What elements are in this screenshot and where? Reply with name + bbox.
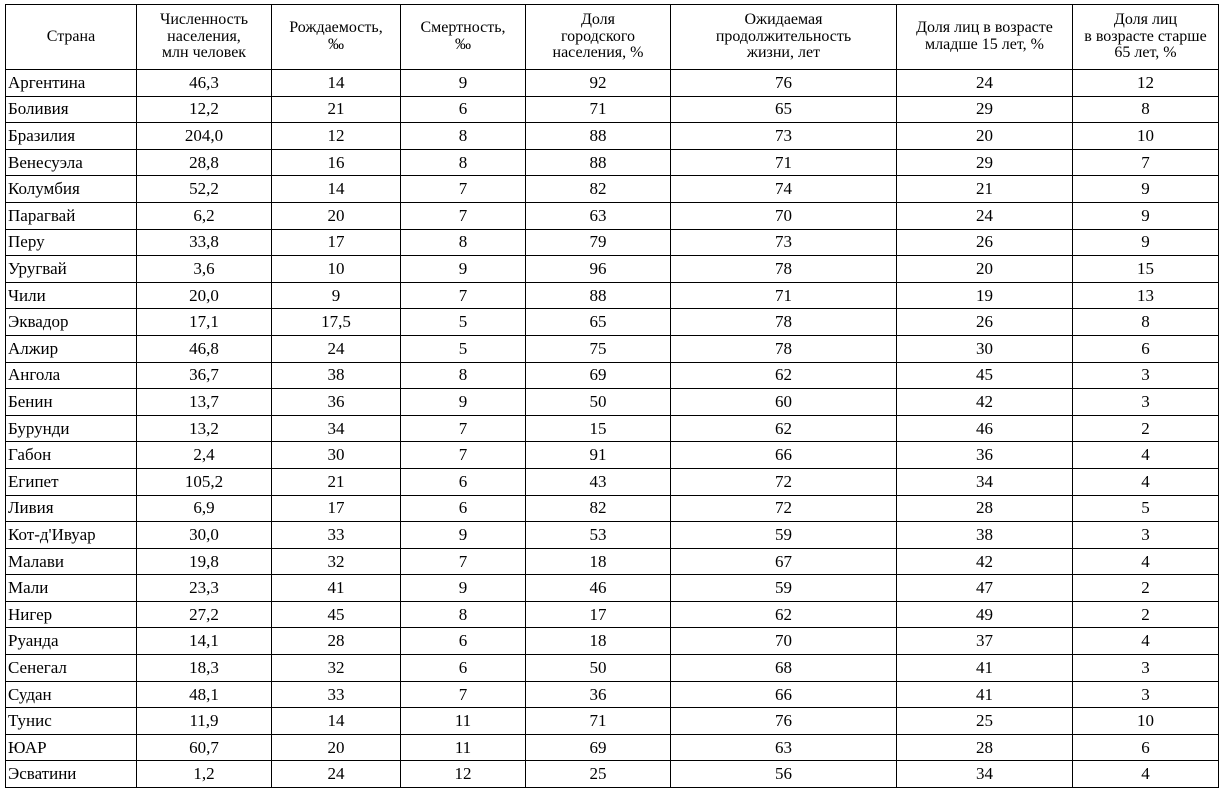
value-cell: 4 bbox=[1073, 761, 1219, 788]
value-cell: 73 bbox=[671, 229, 897, 256]
value-cell: 6,2 bbox=[137, 202, 272, 229]
country-cell: Египет bbox=[6, 468, 137, 495]
value-cell: 10 bbox=[1073, 708, 1219, 735]
value-cell: 10 bbox=[272, 256, 401, 283]
value-cell: 37 bbox=[897, 628, 1073, 655]
column-header-line: Страна bbox=[46, 27, 96, 45]
value-cell: 24 bbox=[272, 761, 401, 788]
value-cell: 59 bbox=[671, 522, 897, 549]
value-cell: 8 bbox=[401, 149, 526, 176]
value-cell: 2,4 bbox=[137, 442, 272, 469]
country-cell: Алжир bbox=[6, 335, 137, 362]
table-row bbox=[6, 522, 1219, 549]
country-cell: Нигер bbox=[6, 601, 137, 628]
table-row bbox=[6, 309, 1219, 336]
value-cell: 46,8 bbox=[137, 335, 272, 362]
value-cell: 19,8 bbox=[137, 548, 272, 575]
value-cell: 28 bbox=[272, 628, 401, 655]
value-cell: 6 bbox=[401, 96, 526, 123]
country-cell: Чили bbox=[6, 282, 137, 309]
value-cell: 7 bbox=[1073, 149, 1219, 176]
value-cell: 79 bbox=[526, 229, 671, 256]
value-cell: 11 bbox=[401, 734, 526, 761]
value-cell: 17,1 bbox=[137, 309, 272, 336]
value-cell: 28,8 bbox=[137, 149, 272, 176]
table-row bbox=[6, 575, 1219, 602]
value-cell: 13,7 bbox=[137, 389, 272, 416]
value-cell: 46,3 bbox=[137, 70, 272, 97]
value-cell: 8 bbox=[1073, 96, 1219, 123]
table-row bbox=[6, 655, 1219, 682]
value-cell: 9 bbox=[401, 575, 526, 602]
value-cell: 17 bbox=[272, 495, 401, 522]
value-cell: 70 bbox=[671, 202, 897, 229]
value-cell: 4 bbox=[1073, 548, 1219, 575]
country-cell: Перу bbox=[6, 229, 137, 256]
value-cell: 96 bbox=[526, 256, 671, 283]
country-cell: Парагвай bbox=[6, 202, 137, 229]
value-cell: 6 bbox=[1073, 734, 1219, 761]
value-cell: 20 bbox=[272, 734, 401, 761]
value-cell: 60,7 bbox=[137, 734, 272, 761]
value-cell: 62 bbox=[671, 601, 897, 628]
table-row bbox=[6, 149, 1219, 176]
value-cell: 67 bbox=[671, 548, 897, 575]
country-cell: Сенегал bbox=[6, 655, 137, 682]
value-cell: 49 bbox=[897, 601, 1073, 628]
table-row bbox=[6, 495, 1219, 522]
value-cell: 34 bbox=[897, 761, 1073, 788]
country-cell: ЮАР bbox=[6, 734, 137, 761]
value-cell: 66 bbox=[671, 681, 897, 708]
column-header-line: в возрасте старше bbox=[1084, 27, 1207, 45]
value-cell: 78 bbox=[671, 309, 897, 336]
value-cell: 69 bbox=[526, 362, 671, 389]
value-cell: 73 bbox=[671, 123, 897, 150]
value-cell: 45 bbox=[897, 362, 1073, 389]
value-cell: 21 bbox=[272, 468, 401, 495]
value-cell: 46 bbox=[897, 415, 1073, 442]
value-cell: 17 bbox=[272, 229, 401, 256]
value-cell: 71 bbox=[526, 708, 671, 735]
value-cell: 204,0 bbox=[137, 123, 272, 150]
value-cell: 14 bbox=[272, 708, 401, 735]
column-header-line: Ожидаемая bbox=[744, 10, 823, 28]
value-cell: 59 bbox=[671, 575, 897, 602]
value-cell: 29 bbox=[897, 96, 1073, 123]
value-cell: 46 bbox=[526, 575, 671, 602]
value-cell: 48,1 bbox=[137, 681, 272, 708]
value-cell: 45 bbox=[272, 601, 401, 628]
value-cell: 30,0 bbox=[137, 522, 272, 549]
value-cell: 43 bbox=[526, 468, 671, 495]
value-cell: 66 bbox=[671, 442, 897, 469]
value-cell: 70 bbox=[671, 628, 897, 655]
value-cell: 7 bbox=[401, 282, 526, 309]
value-cell: 27,2 bbox=[137, 601, 272, 628]
value-cell: 33 bbox=[272, 681, 401, 708]
country-cell: Эсватини bbox=[6, 761, 137, 788]
demographics-table bbox=[5, 4, 1219, 788]
table-row bbox=[6, 708, 1219, 735]
country-cell: Мали bbox=[6, 575, 137, 602]
value-cell: 21 bbox=[272, 96, 401, 123]
value-cell: 15 bbox=[526, 415, 671, 442]
value-cell: 6,9 bbox=[137, 495, 272, 522]
column-header-line: населения, bbox=[167, 27, 241, 45]
country-cell: Тунис bbox=[6, 708, 137, 735]
value-cell: 1,2 bbox=[137, 761, 272, 788]
value-cell: 20,0 bbox=[137, 282, 272, 309]
value-cell: 75 bbox=[526, 335, 671, 362]
column-header-line: Доля bbox=[580, 10, 616, 28]
column-header-line: Рождаемость, bbox=[289, 19, 383, 37]
value-cell: 30 bbox=[897, 335, 1073, 362]
column-header-line: Доля лиц bbox=[1113, 10, 1178, 28]
value-cell: 36 bbox=[897, 442, 1073, 469]
value-cell: 12 bbox=[401, 761, 526, 788]
value-cell: 4 bbox=[1073, 468, 1219, 495]
value-cell: 18,3 bbox=[137, 655, 272, 682]
column-header bbox=[272, 5, 401, 70]
value-cell: 56 bbox=[671, 761, 897, 788]
value-cell: 16 bbox=[272, 149, 401, 176]
column-header-line: 65 лет, % bbox=[1114, 44, 1177, 62]
value-cell: 33,8 bbox=[137, 229, 272, 256]
value-cell: 24 bbox=[897, 70, 1073, 97]
value-cell: 12,2 bbox=[137, 96, 272, 123]
value-cell: 9 bbox=[401, 389, 526, 416]
value-cell: 36 bbox=[526, 681, 671, 708]
value-cell: 82 bbox=[526, 495, 671, 522]
value-cell: 8 bbox=[401, 229, 526, 256]
value-cell: 7 bbox=[401, 442, 526, 469]
table-row bbox=[6, 468, 1219, 495]
value-cell: 65 bbox=[671, 96, 897, 123]
column-header-line: млн человек bbox=[161, 44, 247, 62]
column-header bbox=[1073, 5, 1219, 70]
value-cell: 6 bbox=[401, 628, 526, 655]
value-cell: 3 bbox=[1073, 389, 1219, 416]
value-cell: 41 bbox=[272, 575, 401, 602]
value-cell: 71 bbox=[671, 282, 897, 309]
value-cell: 63 bbox=[671, 734, 897, 761]
country-cell: Эквадор bbox=[6, 309, 137, 336]
table-body bbox=[6, 70, 1219, 788]
value-cell: 8 bbox=[401, 362, 526, 389]
value-cell: 24 bbox=[272, 335, 401, 362]
table-row bbox=[6, 761, 1219, 788]
value-cell: 32 bbox=[272, 548, 401, 575]
table-row bbox=[6, 96, 1219, 123]
country-cell: Габон bbox=[6, 442, 137, 469]
value-cell: 17 bbox=[526, 601, 671, 628]
value-cell: 8 bbox=[401, 601, 526, 628]
value-cell: 9 bbox=[401, 522, 526, 549]
header-row bbox=[6, 5, 1219, 70]
value-cell: 20 bbox=[897, 256, 1073, 283]
value-cell: 25 bbox=[526, 761, 671, 788]
value-cell: 2 bbox=[1073, 415, 1219, 442]
column-header-line: городского bbox=[560, 27, 636, 45]
value-cell: 18 bbox=[526, 628, 671, 655]
value-cell: 76 bbox=[671, 70, 897, 97]
table-row bbox=[6, 362, 1219, 389]
value-cell: 13 bbox=[1073, 282, 1219, 309]
value-cell: 2 bbox=[1073, 575, 1219, 602]
value-cell: 88 bbox=[526, 282, 671, 309]
table-row bbox=[6, 335, 1219, 362]
country-cell: Бенин bbox=[6, 389, 137, 416]
value-cell: 47 bbox=[897, 575, 1073, 602]
table-row bbox=[6, 628, 1219, 655]
value-cell: 62 bbox=[671, 415, 897, 442]
value-cell: 28 bbox=[897, 734, 1073, 761]
value-cell: 15 bbox=[1073, 256, 1219, 283]
column-header-line: населения, % bbox=[552, 44, 644, 62]
value-cell: 20 bbox=[897, 123, 1073, 150]
value-cell: 7 bbox=[401, 415, 526, 442]
value-cell: 6 bbox=[401, 468, 526, 495]
country-cell: Ливия bbox=[6, 495, 137, 522]
value-cell: 3 bbox=[1073, 362, 1219, 389]
value-cell: 71 bbox=[526, 96, 671, 123]
value-cell: 88 bbox=[526, 149, 671, 176]
column-header-line: Численность bbox=[159, 10, 249, 28]
value-cell: 32 bbox=[272, 655, 401, 682]
column-header bbox=[526, 5, 671, 70]
country-cell: Ангола bbox=[6, 362, 137, 389]
value-cell: 33 bbox=[272, 522, 401, 549]
value-cell: 50 bbox=[526, 655, 671, 682]
country-cell: Руанда bbox=[6, 628, 137, 655]
value-cell: 52,2 bbox=[137, 176, 272, 203]
value-cell: 9 bbox=[401, 256, 526, 283]
value-cell: 76 bbox=[671, 708, 897, 735]
value-cell: 28 bbox=[897, 495, 1073, 522]
value-cell: 30 bbox=[272, 442, 401, 469]
value-cell: 34 bbox=[272, 415, 401, 442]
value-cell: 9 bbox=[272, 282, 401, 309]
value-cell: 69 bbox=[526, 734, 671, 761]
country-cell: Венесуэла bbox=[6, 149, 137, 176]
value-cell: 25 bbox=[897, 708, 1073, 735]
value-cell: 3 bbox=[1073, 681, 1219, 708]
value-cell: 6 bbox=[1073, 335, 1219, 362]
value-cell: 12 bbox=[272, 123, 401, 150]
value-cell: 21 bbox=[897, 176, 1073, 203]
value-cell: 4 bbox=[1073, 442, 1219, 469]
value-cell: 92 bbox=[526, 70, 671, 97]
value-cell: 62 bbox=[671, 362, 897, 389]
value-cell: 74 bbox=[671, 176, 897, 203]
value-cell: 71 bbox=[671, 149, 897, 176]
table-row bbox=[6, 681, 1219, 708]
table-row bbox=[6, 256, 1219, 283]
table-row bbox=[6, 176, 1219, 203]
value-cell: 41 bbox=[897, 655, 1073, 682]
country-cell: Бурунди bbox=[6, 415, 137, 442]
column-header-line: продолжительность bbox=[715, 27, 852, 45]
value-cell: 14,1 bbox=[137, 628, 272, 655]
column-header bbox=[401, 5, 526, 70]
value-cell: 36,7 bbox=[137, 362, 272, 389]
value-cell: 5 bbox=[1073, 495, 1219, 522]
table-row bbox=[6, 202, 1219, 229]
value-cell: 7 bbox=[401, 681, 526, 708]
value-cell: 53 bbox=[526, 522, 671, 549]
value-cell: 6 bbox=[401, 655, 526, 682]
table-row bbox=[6, 229, 1219, 256]
country-cell: Бразилия bbox=[6, 123, 137, 150]
value-cell: 60 bbox=[671, 389, 897, 416]
value-cell: 5 bbox=[401, 335, 526, 362]
value-cell: 50 bbox=[526, 389, 671, 416]
value-cell: 24 bbox=[897, 202, 1073, 229]
value-cell: 88 bbox=[526, 123, 671, 150]
table-row bbox=[6, 442, 1219, 469]
table-row bbox=[6, 282, 1219, 309]
value-cell: 14 bbox=[272, 70, 401, 97]
value-cell: 38 bbox=[272, 362, 401, 389]
value-cell: 29 bbox=[897, 149, 1073, 176]
country-cell: Судан bbox=[6, 681, 137, 708]
country-cell: Аргентина bbox=[6, 70, 137, 97]
value-cell: 42 bbox=[897, 548, 1073, 575]
value-cell: 2 bbox=[1073, 601, 1219, 628]
value-cell: 18 bbox=[526, 548, 671, 575]
value-cell: 10 bbox=[1073, 123, 1219, 150]
column-header bbox=[671, 5, 897, 70]
value-cell: 26 bbox=[897, 229, 1073, 256]
value-cell: 8 bbox=[401, 123, 526, 150]
table-row bbox=[6, 389, 1219, 416]
value-cell: 19 bbox=[897, 282, 1073, 309]
value-cell: 5 bbox=[401, 309, 526, 336]
value-cell: 14 bbox=[272, 176, 401, 203]
value-cell: 11 bbox=[401, 708, 526, 735]
value-cell: 78 bbox=[671, 335, 897, 362]
column-header-line: Смертность, bbox=[420, 19, 506, 37]
value-cell: 12 bbox=[1073, 70, 1219, 97]
column-header-line: жизни, лет bbox=[746, 44, 821, 62]
value-cell: 26 bbox=[897, 309, 1073, 336]
value-cell: 9 bbox=[1073, 202, 1219, 229]
value-cell: 34 bbox=[897, 468, 1073, 495]
value-cell: 42 bbox=[897, 389, 1073, 416]
table-row bbox=[6, 548, 1219, 575]
value-cell: 72 bbox=[671, 495, 897, 522]
column-header-line: ‰ bbox=[455, 36, 471, 53]
column-header-line: младше 15 лет, % bbox=[925, 36, 1044, 53]
value-cell: 9 bbox=[1073, 229, 1219, 256]
value-cell: 23,3 bbox=[137, 575, 272, 602]
value-cell: 105,2 bbox=[137, 468, 272, 495]
value-cell: 78 bbox=[671, 256, 897, 283]
value-cell: 65 bbox=[526, 309, 671, 336]
table-row bbox=[6, 70, 1219, 97]
table-row bbox=[6, 415, 1219, 442]
value-cell: 13,2 bbox=[137, 415, 272, 442]
value-cell: 36 bbox=[272, 389, 401, 416]
value-cell: 7 bbox=[401, 202, 526, 229]
column-header bbox=[6, 5, 137, 70]
value-cell: 11,9 bbox=[137, 708, 272, 735]
column-header-line: ‰ bbox=[328, 36, 344, 53]
table-header bbox=[6, 5, 1219, 70]
value-cell: 38 bbox=[897, 522, 1073, 549]
table-row bbox=[6, 601, 1219, 628]
value-cell: 3 bbox=[1073, 655, 1219, 682]
value-cell: 9 bbox=[401, 70, 526, 97]
value-cell: 20 bbox=[272, 202, 401, 229]
value-cell: 82 bbox=[526, 176, 671, 203]
value-cell: 63 bbox=[526, 202, 671, 229]
value-cell: 41 bbox=[897, 681, 1073, 708]
table-row bbox=[6, 123, 1219, 150]
value-cell: 68 bbox=[671, 655, 897, 682]
country-cell: Уругвай bbox=[6, 256, 137, 283]
country-cell: Боливия bbox=[6, 96, 137, 123]
value-cell: 91 bbox=[526, 442, 671, 469]
value-cell: 17,5 bbox=[272, 309, 401, 336]
country-cell: Кот-д'Ивуар bbox=[6, 522, 137, 549]
column-header bbox=[897, 5, 1073, 70]
value-cell: 3,6 bbox=[137, 256, 272, 283]
value-cell: 7 bbox=[401, 176, 526, 203]
value-cell: 3 bbox=[1073, 522, 1219, 549]
value-cell: 6 bbox=[401, 495, 526, 522]
value-cell: 4 bbox=[1073, 628, 1219, 655]
value-cell: 8 bbox=[1073, 309, 1219, 336]
country-cell: Малави bbox=[6, 548, 137, 575]
column-header bbox=[137, 5, 272, 70]
table-row bbox=[6, 734, 1219, 761]
value-cell: 9 bbox=[1073, 176, 1219, 203]
country-cell: Колумбия bbox=[6, 176, 137, 203]
column-header-line: Доля лиц в возрасте bbox=[916, 19, 1053, 37]
value-cell: 72 bbox=[671, 468, 897, 495]
value-cell: 7 bbox=[401, 548, 526, 575]
